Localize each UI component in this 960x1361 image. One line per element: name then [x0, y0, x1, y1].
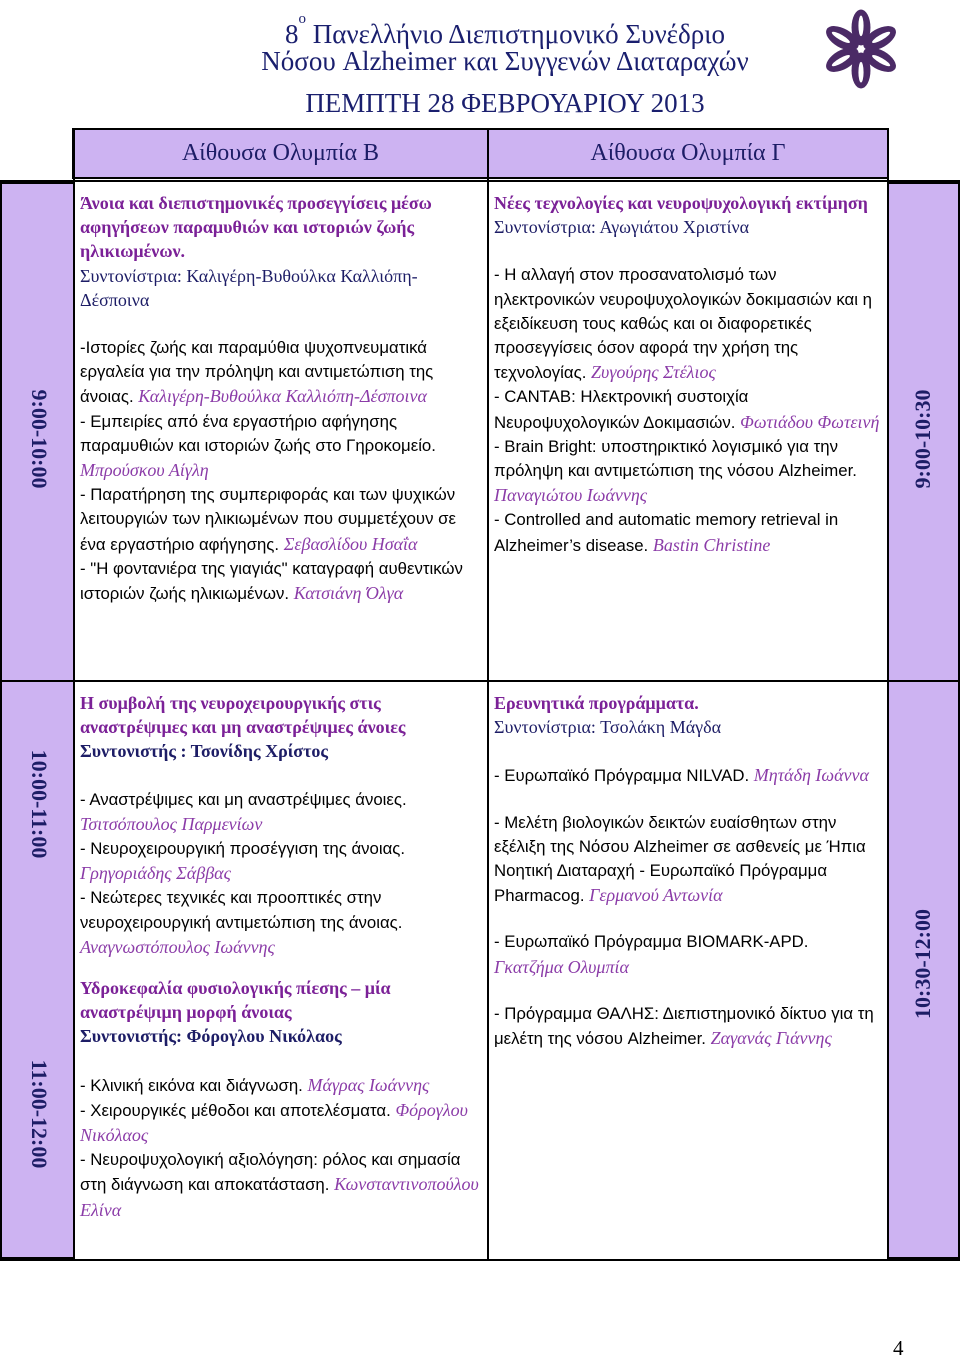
- talk-title: - Νευροψυχολογική αξιολόγηση: ρόλος και σημασία στη διάγνωση και αποκατάσταση.: [80, 1150, 461, 1195]
- spacer: [494, 908, 880, 930]
- talk-item: [80, 1073, 480, 1098]
- talk-item: [80, 557, 480, 606]
- talk-title: - Controlled and automatic memory retrieval in Alzheimer’s disease.: [494, 510, 839, 555]
- talk-item: [80, 1148, 480, 1223]
- talk-speaker: Bastin Christine: [652, 534, 771, 555]
- talk-item: [80, 886, 480, 960]
- talk-title: - Μελέτη βιολογικών δεικτών ευαίσθητων στην εξέλιξη της Νόσου Alzheimer σε ασθενείς με Ήπια Νοητική Διαταραχή - Ευρωπαϊκό Πρόγραμμα Pharmacog.: [494, 812, 866, 906]
- talk-speaker: Ζυγούρης Στέλιος: [591, 362, 716, 383]
- session-title: Η συμβολή της νευροχειρουργικής στις αναστρέψιμες και μη αναστρέψιμες άνοιες: [80, 693, 406, 738]
- talk-title: -Ιστορίες ζωής και παραμύθια ψυχοπνευματικά εργαλεία για την πρόληψη και αντιμετώπιση της άνοιας.: [80, 338, 434, 407]
- talk-item: [494, 435, 880, 509]
- flower-logo-icon: [818, 6, 904, 92]
- session-title: Ερευνητικά προγράμματα.: [494, 693, 699, 713]
- talk-title: - Ευρωπαϊκό Πρόγραμμα NILVAD.: [494, 766, 750, 786]
- divider: [0, 680, 960, 682]
- talk-item: [80, 336, 480, 410]
- talk-title: - Νευροχειρουργική προσέγγιση της άνοιας.: [80, 839, 406, 859]
- spacer: [494, 239, 880, 259]
- talk-speaker: Μπρούσκου Αίγλη: [80, 460, 209, 481]
- session-title: Υδροκεφαλία φυσιολογικής πίεσης – μία αναστρέψιμη μορφή άνοιας: [80, 978, 391, 1023]
- session-coordinator: Συντονιστής: Φόρογλου Νικόλαος: [80, 1026, 342, 1047]
- divider: [73, 128, 75, 1261]
- talk-title: - Νεώτερες τεχνικές και προοπτικές στην νευροχειρουργική αντιμετώπιση της άνοιας.: [80, 888, 403, 932]
- talk-title: - Αναστρέψιμες και μη αναστρέψιμες άνοιες.: [80, 789, 407, 809]
- talk-speaker: Κατσιάνη Όλγα: [293, 583, 404, 604]
- session-g1: [494, 191, 880, 558]
- talk-item: [494, 385, 880, 434]
- spacer: [80, 312, 480, 332]
- talk-speaker: Αναγνωστόπουλος Ιωάννης: [80, 936, 275, 957]
- talk-item: [494, 763, 880, 788]
- session-g2: [494, 691, 880, 1051]
- talk-title: - CANTAB: Ηλεκτρονική συστοιχία Νευροψυχολογικών Δοκιμασιών.: [494, 387, 749, 432]
- talk-title: - Εμπειρίες από ένα εργαστήριο αφήγησης παραμυθιών και ιστοριών ζωής στο Γηροκομείο.: [80, 411, 436, 455]
- session-title: Άνοια και διεπιστημονικές προσεγγίσεις μέσω αφηγήσεων παραμυθιών και ιστοριών ζωής ηλικιωμένων.: [80, 193, 432, 262]
- talk-title: - Χειρουργικές μέθοδοι και αποτελέσματα.: [80, 1100, 391, 1120]
- talk-speaker: Γερμανού Αντωνία: [589, 885, 723, 906]
- conference-subtitle: Νόσου Alzheimer και Συγγενών Διαταραχών: [261, 46, 749, 76]
- time-slot-b3: 11:00-12:00: [26, 1059, 52, 1169]
- talk-title: - Ευρωπαϊκό Πρόγραμμα BIOMARK-APD.: [494, 932, 809, 952]
- session-coordinator: Συντονίστρια: Τσολάκη Μάγδα: [494, 717, 722, 738]
- talk-speaker: Μητάδη Ιωάννα: [753, 765, 869, 786]
- talk-item: [494, 930, 880, 979]
- talk-item: [80, 1098, 480, 1148]
- spacer: [80, 1049, 480, 1069]
- room-header-g: Αίθουσα Ολυμπία Γ: [487, 128, 889, 179]
- conference-date: ΠΕΜΠΤΗ 28 ΦΕΒΡΟΥΑΡΙΟΥ 2013: [305, 88, 705, 118]
- talk-item: [80, 788, 480, 837]
- session-b2: [80, 691, 480, 960]
- talk-speaker: Ζαγανάς Γιάννης: [710, 1028, 832, 1049]
- page-number: 4: [893, 1336, 904, 1360]
- talk-item: [80, 410, 480, 484]
- spacer: [494, 739, 880, 759]
- divider: [487, 128, 489, 1261]
- spacer: [80, 764, 480, 784]
- session-coordinator: Συντονίστρια: Αγωγιάτου Χριστίνα: [494, 217, 750, 238]
- talk-item: [494, 263, 880, 385]
- talk-speaker: Τσιτσόπουλος Παρμενίων: [80, 813, 263, 834]
- session-b1: [80, 191, 480, 606]
- talk-item: [80, 483, 480, 557]
- talk-item: [494, 1002, 880, 1051]
- talk-speaker: Παναγιώτου Ιωάννης: [494, 485, 648, 506]
- talk-item: [80, 837, 480, 886]
- time-slot-g2: 10:30-12:00: [909, 909, 935, 1019]
- talk-title: - Πρόγραμμα ΘΑΛΗΣ: Διεπιστημονικό δίκτυο για τη μελέτη της νόσου Alzheimer.: [494, 1003, 874, 1049]
- time-slot-b2: 10:00-11:00: [26, 749, 52, 859]
- talk-title: - Παρατήρηση της συμπεριφοράς και των ψυχικών λειτουργιών των ηλικιωμένων που συμμετέχουν σε ένα εργαστήριο αφήγησης.: [80, 485, 456, 554]
- session-title: Νέες τεχνολογίες και νευροψυχολογική εκτίμηση: [494, 193, 868, 213]
- time-slot-g1: 9:00-10:30: [909, 389, 935, 489]
- talk-title: - Κλινική εικόνα και διάγνωση.: [80, 1075, 303, 1095]
- talk-speaker: Μάγρας Ιωάννης: [307, 1074, 430, 1095]
- time-slot-b1: 9:00-10:00: [26, 389, 52, 489]
- spacer: [494, 789, 880, 811]
- talk-item: [494, 508, 880, 557]
- talk-speaker: Καλιγέρη-Βυθούλκα Καλλιόπη-Δέσποινα: [138, 386, 427, 407]
- session-coordinator: Συντονιστής : Τσονίδης Χρίστος: [80, 741, 328, 762]
- talk-speaker: Φόρογλου Νικόλαος: [80, 1099, 468, 1146]
- talk-speaker: Σεβασλίδου Ησαΐα: [283, 533, 418, 554]
- session-b3: [80, 976, 480, 1223]
- talk-speaker: Γρηγοριάδης Σάββας: [80, 863, 231, 884]
- spacer: [494, 980, 880, 1002]
- talk-title: - Η αλλαγή στον προσανατολισμό των ηλεκτρονικών νευροψυχολογικών δοκιμασιών και η εξειδίκευση τους καθώς και οι διαφορετικές προσεγγίσεις όσον αφορά την χρήση της τεχνολογίας.: [494, 265, 872, 383]
- talk-speaker: Γκατζήμα Ολυμπία: [494, 956, 629, 977]
- session-coordinator: Συντονίστρια: Καλιγέρη-Βυθούλκα Καλλιόπη-Δέσποινα: [80, 265, 418, 310]
- talk-title: - Brain Bright: υποστηρικτικό λογισμικό για την πρόληψη και αντιμετώπιση της νόσου Alzheimer.: [494, 436, 857, 481]
- talk-speaker: Φωτιάδου Φωτεινή: [740, 411, 880, 432]
- talk-item: [494, 811, 880, 909]
- room-header-b: Αίθουσα Ολυμπία Β: [72, 128, 489, 179]
- talk-speaker: Κωνσταντινοπούλου Ελίνα: [80, 1174, 479, 1220]
- talk-title: - "Η φοντανιέρα της γιαγιάς" καταγραφή αυθεντικών ιστοριών ζωής ηλικιωμένων.: [80, 558, 463, 604]
- conference-title: $8^o$ Πανελλήνιο Διεπιστημονικό Συνέδριο: [285, 11, 725, 49]
- divider: [887, 128, 889, 1261]
